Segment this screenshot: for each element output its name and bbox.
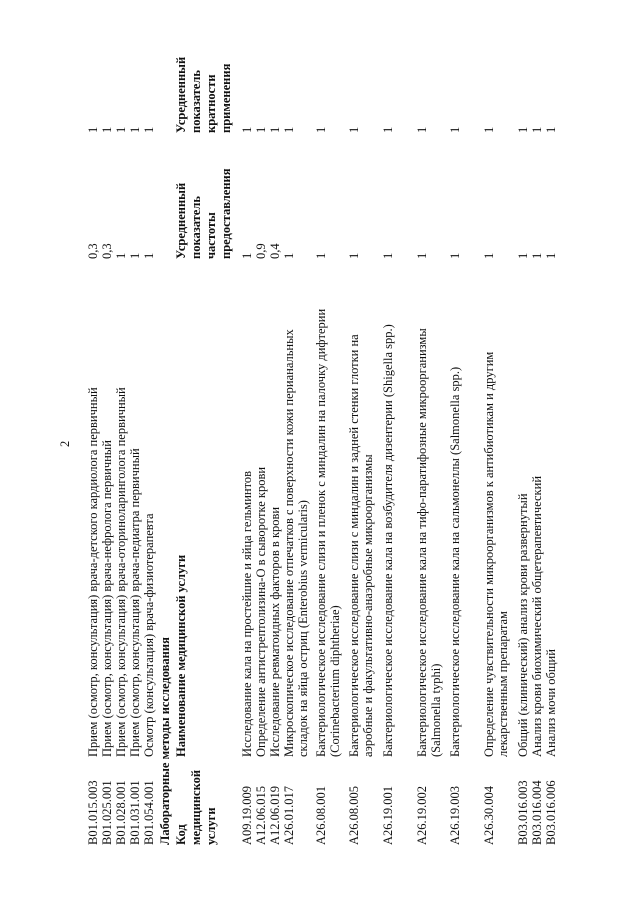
- frequency-value: 1: [142, 252, 156, 259]
- multiplicity-value: 1: [448, 126, 462, 133]
- frequency-value: 1: [282, 252, 296, 259]
- service-name: Прием (осмотр, консультация) врача-нефролога первичный: [100, 440, 114, 757]
- service-name: Микроскопическое исследование отпечатков с поверхности кожи перианальных складок на яйца остриц (Enterobius vermicularis): [282, 329, 310, 757]
- frequency-value: 1: [544, 252, 558, 259]
- service-name: Бактериологическое исследование кала на тифо-паратифозные микроорганизмы (Salmonella typhi): [415, 328, 443, 757]
- service-name: Прием (осмотр, консультация) врача-оториноларинголога первичный: [114, 387, 128, 757]
- multiplicity-value: 1: [142, 126, 156, 133]
- frequency-value: 1: [128, 252, 142, 259]
- service-code: A26.19.001: [381, 785, 395, 845]
- header-code: Код медицинской услуги: [174, 769, 218, 845]
- multiplicity-value: 1: [544, 126, 558, 133]
- header-multiplicity: Усредненный показатель кратности применения: [174, 56, 233, 133]
- service-name: Определение чувствительности микроорганизмов к антибиотикам и другим лекарственным препаратам: [482, 351, 510, 757]
- page-number: 2: [58, 440, 72, 447]
- service-name: Бактериологическое исследование слизи с миндалин и задней стенки глотки на аэробные и факультативно-анаэробные микроорганизмы: [347, 334, 375, 757]
- service-code: A26.19.002: [415, 785, 429, 845]
- frequency-value: 0,3: [100, 243, 114, 259]
- frequency-value: 1: [415, 252, 429, 259]
- frequency-value: 1: [381, 252, 395, 259]
- multiplicity-value: 1: [128, 126, 142, 133]
- service-name: Общий (клинический) анализ крови развернутый: [516, 493, 530, 757]
- service-name: Анализ крови биохимический общетерапевтический: [530, 475, 544, 757]
- service-code: B01.025.001: [100, 780, 114, 845]
- service-name: Определение антистрептолизина-О в сыворотке крови: [254, 466, 268, 757]
- multiplicity-value: 1: [381, 126, 395, 133]
- frequency-value: 0,9: [254, 243, 268, 259]
- frequency-value: 1: [530, 252, 544, 259]
- service-code: B01.028.001: [114, 780, 128, 845]
- multiplicity-value: 1: [415, 126, 429, 133]
- frequency-value: 1: [240, 252, 254, 259]
- service-name: Бактериологическое исследование кала на возбудителя дизентерии (Shigella spp.): [381, 324, 395, 757]
- section-title: Лабораторные методы исследования: [158, 637, 172, 845]
- multiplicity-value: 1: [114, 126, 128, 133]
- service-name: Анализ мочи общий: [544, 649, 558, 757]
- multiplicity-value: 1: [314, 126, 328, 133]
- multiplicity-value: 1: [482, 126, 496, 133]
- multiplicity-value: 1: [254, 126, 268, 133]
- multiplicity-value: 1: [347, 126, 361, 133]
- multiplicity-value: 1: [86, 126, 100, 133]
- multiplicity-value: 1: [516, 126, 530, 133]
- service-code: B01.054.001: [142, 780, 156, 845]
- multiplicity-value: 1: [282, 126, 296, 133]
- multiplicity-value: 1: [530, 126, 544, 133]
- service-code: B03.016.004: [530, 780, 544, 845]
- frequency-value: 0,4: [268, 243, 282, 259]
- frequency-value: 1: [347, 252, 361, 259]
- service-code: A26.30.004: [482, 785, 496, 845]
- service-name: Бактериологическое исследование кала на сальмонеллы (Salmonella spp.): [448, 366, 462, 757]
- service-code: A09.19.009: [240, 785, 254, 845]
- service-code: A12.06.019: [268, 785, 282, 845]
- frequency-value: 0,3: [86, 243, 100, 259]
- service-code: A12.06.015: [254, 785, 268, 845]
- multiplicity-value: 1: [240, 126, 254, 133]
- service-code: B03.016.003: [516, 780, 530, 845]
- rotated-table: [50, 15, 590, 845]
- service-name: Исследование кала на простейшие и яйца гельминтов: [240, 470, 254, 757]
- service-name: Бактериологическое исследование слизи и пленок с миндалин на палочку дифтерии (Corinebacterium diphtheriae): [314, 308, 342, 757]
- service-code: B01.015.003: [86, 780, 100, 845]
- header-name: Наименование медицинской услуги: [174, 554, 188, 757]
- multiplicity-value: 1: [100, 126, 114, 133]
- service-name: Прием (осмотр, консультация) врача-детского кардиолога первичный: [86, 387, 100, 757]
- frequency-value: 1: [114, 252, 128, 259]
- service-code: B03.016.006: [544, 780, 558, 845]
- service-name: Осмотр (консультация) врача-физиотерапевта: [142, 513, 156, 757]
- header-frequency: Усредненный показатель частоты предоставления: [174, 168, 233, 259]
- service-code: B01.031.001: [128, 780, 142, 845]
- frequency-value: 1: [482, 252, 496, 259]
- service-name: Прием (осмотр, консультация) врача-педиатра первичный: [128, 448, 142, 757]
- service-name: Исследование ревматоидных факторов в крови: [268, 506, 282, 757]
- frequency-value: 1: [448, 252, 462, 259]
- frequency-value: 1: [314, 252, 328, 259]
- service-code: A26.01.017: [282, 785, 296, 845]
- service-code: A26.08.001: [314, 785, 328, 845]
- service-code: A26.08.005: [347, 785, 361, 845]
- multiplicity-value: 1: [268, 126, 282, 133]
- service-code: A26.19.003: [448, 785, 462, 845]
- frequency-value: 1: [516, 252, 530, 259]
